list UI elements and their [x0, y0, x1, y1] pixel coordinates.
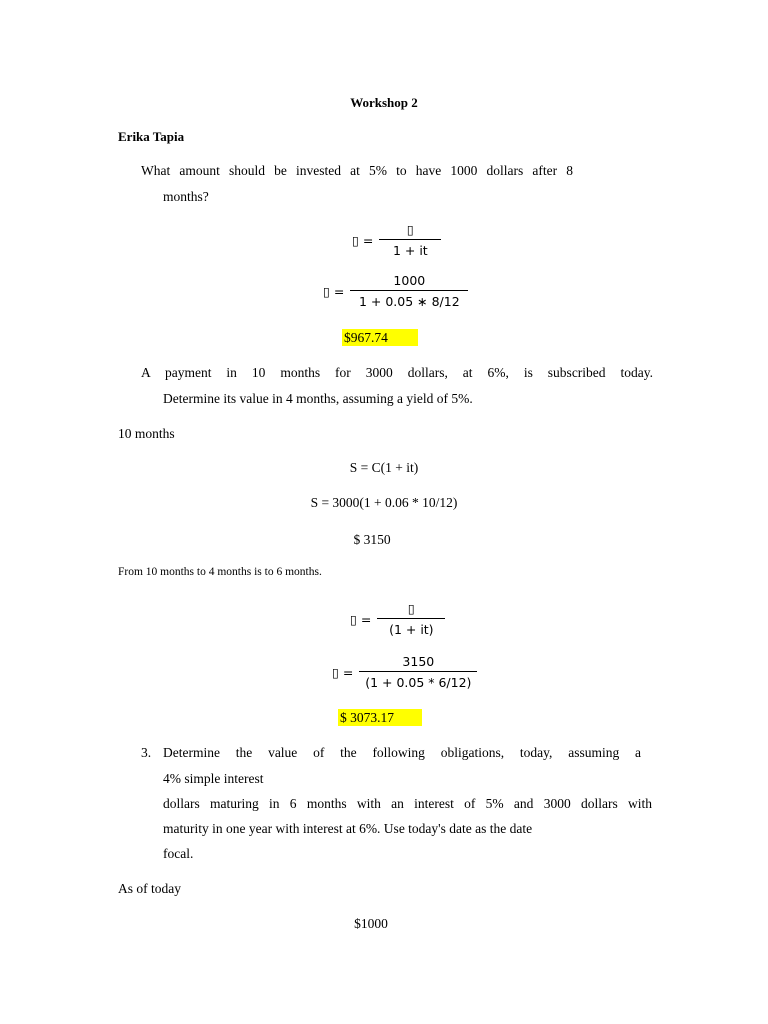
formula-denominator: (1 + 0.05 * 6/12) [365, 675, 472, 690]
problem3-line4: maturity in one year with interest at 6%. Use today's date as the date [163, 821, 533, 836]
formula-lhs: ▯ = [352, 232, 374, 248]
problem2-subheading: 10 months [118, 426, 175, 441]
problem2-eq2: S = 3000(1 + 0.06 * 10/12) [310, 495, 458, 510]
problem2-note: From 10 months to 4 months is to 6 months. [118, 566, 322, 578]
formula-numerator: 3150 [359, 654, 477, 672]
problem1-substitution [323, 273, 468, 309]
problem3-line1: Determine the value of the following obligations, today, assuming a [163, 745, 641, 760]
problem3-number: 3. [141, 745, 152, 760]
problem2-substitution [332, 654, 477, 690]
problem1-line2: months? [163, 189, 209, 204]
highlighted-answer: $967.74 [342, 329, 418, 346]
problem2-line1: A payment in 10 months for 3000 dollars, at 6%, is subscribed today. [141, 365, 653, 380]
problem2-result: $ 3150 [353, 532, 391, 547]
formula-denominator: (1 + it) [389, 622, 434, 637]
formula-numerator: ▯ [379, 222, 441, 240]
problem3-line3: dollars maturing in 6 months with an interest of 5% and 3000 dollars with [163, 796, 652, 811]
problem3-line5: focal. [163, 846, 194, 861]
problem2-line2: Determine its value in 4 months, assuming a yield of 5%. [163, 391, 473, 406]
document-title: Workshop 2 [350, 95, 418, 110]
problem2-eq1: S = C(1 + it) [349, 460, 419, 475]
formula-lhs: ▯ = [323, 283, 345, 299]
formula-numerator: ▯ [377, 601, 445, 619]
author-name: Erika Tapia [118, 129, 185, 144]
formula-denominator: 1 + it [392, 243, 428, 258]
problem1-answer [342, 329, 418, 347]
problem3-line2: 4% simple interest [163, 771, 264, 786]
formula-lhs: ▯ = [350, 611, 372, 627]
formula-denominator: 1 + 0.05 ∗ 8/12 [358, 294, 460, 309]
problem1-line1: What amount should be invested at 5% to have 1000 dollars after 8 [141, 163, 573, 178]
formula-lhs: ▯ = [332, 664, 354, 680]
problem3-value: $1000 [354, 916, 388, 931]
problem3-subheading: As of today [118, 881, 181, 896]
problem2-answer [338, 709, 422, 727]
problem1-formula [352, 222, 441, 258]
highlighted-answer: $ 3073.17 [338, 709, 422, 726]
formula-numerator: 1000 [350, 273, 468, 291]
problem2-formula [350, 601, 445, 637]
